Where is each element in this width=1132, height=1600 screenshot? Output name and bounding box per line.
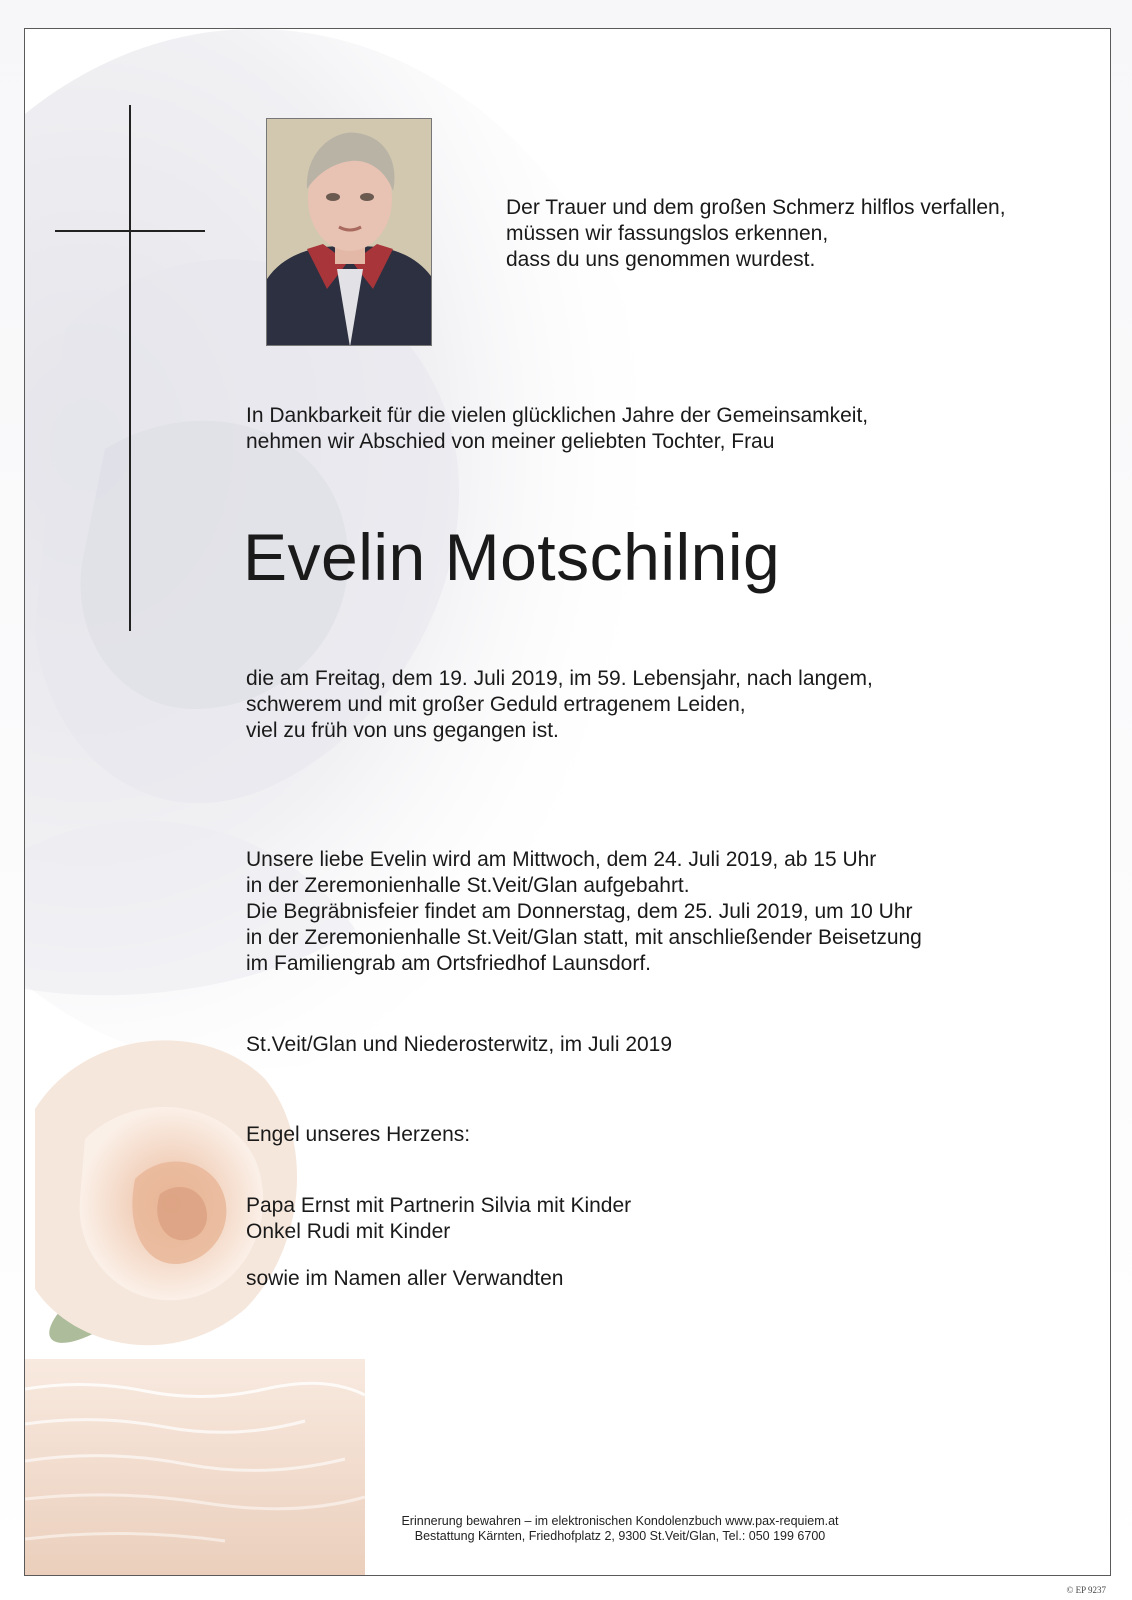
text-line: Der Trauer und dem großen Schmerz hilflos verfallen,: [506, 196, 1006, 219]
mourner-item: Papa Ernst mit Partnerin Silvia mit Kinder: [246, 1194, 632, 1217]
text-line: In Dankbarkeit für die vielen glücklichen Jahre der Gemeinsamkeit,: [246, 404, 869, 427]
text-line: im Familiengrab am Ortsfriedhof Launsdorf.: [246, 952, 651, 975]
text-line: schwerem und mit großer Geduld ertragenem Leiden,: [246, 693, 746, 716]
poem-text: [506, 195, 1006, 273]
text-line: Die Begräbnisfeier findet am Donnerstag, dem 25. Juli 2019, um 10 Uhr: [246, 900, 913, 923]
deceased-name: Evelin Motschilnig: [243, 520, 781, 594]
deceased-portrait: [266, 118, 432, 346]
text-line: dass du uns genommen wurdest.: [506, 248, 816, 271]
text-line: müssen wir fassungslos erkennen,: [506, 222, 829, 245]
text-line: in der Zeremonienhalle St.Veit/Glan aufgebahrt.: [246, 874, 690, 897]
footer-address-line: Bestattung Kärnten, Friedhofplatz 2, 9300 St.Veit/Glan, Tel.: 050 199 6700: [414, 1529, 826, 1543]
text-line: in der Zeremonienhalle St.Veit/Glan statt, mit anschließender Beisetzung: [246, 926, 922, 949]
text-line: viel zu früh von uns gegangen ist.: [246, 719, 559, 742]
intro-text: [246, 403, 868, 455]
place-date-text: St.Veit/Glan und Niederosterwitz, im Juli 2019: [246, 1033, 673, 1056]
obituary-card: [24, 28, 1111, 1576]
cross-icon-horizontal: [55, 230, 205, 232]
death-notice-text: [246, 666, 873, 744]
footer-condolence-line: Erinnerung bewahren – im elektronischen Kondolenzbuch www.pax-requiem.at: [401, 1514, 839, 1528]
mourners-list: [246, 1193, 631, 1245]
funeral-info-text: [246, 847, 922, 977]
relatives-note: sowie im Namen aller Verwandten: [246, 1267, 564, 1290]
text-line: die am Freitag, dem 19. Juli 2019, im 59. Lebensjahr, nach langem,: [246, 667, 873, 690]
text-line: Unsere liebe Evelin wird am Mittwoch, dem 24. Juli 2019, ab 15 Uhr: [246, 848, 877, 871]
angels-heading: Engel unseres Herzens:: [246, 1123, 471, 1146]
cross-icon-vertical: [129, 105, 131, 631]
footer: [340, 1514, 900, 1544]
mourner-item: Onkel Rudi mit Kinder: [246, 1220, 451, 1243]
print-code: © EP 9237: [1066, 1585, 1106, 1595]
text-line: nehmen wir Abschied von meiner geliebten Tochter, Frau: [246, 430, 775, 453]
